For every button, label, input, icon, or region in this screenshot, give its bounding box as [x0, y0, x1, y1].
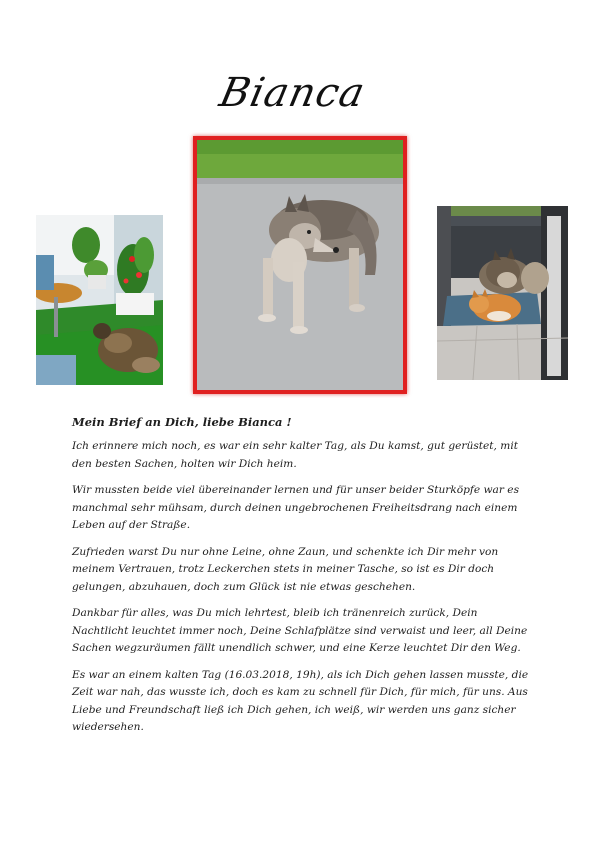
page-title: Bianca — [215, 70, 370, 116]
letter-block — [72, 414, 532, 746]
dog-on-pavement-photo — [193, 136, 407, 394]
letter-paragraph: Zufrieden warst Du nur ohne Leine, ohne Zaun, und schenkte ich Dir mehr von meinem Vertrauen, trotz Leckerchen stets in meiner Tasche, so ist es Dir doch gelungen, abzuhauen, doch zum Glück ist nie etwas geschehen. — [72, 545, 499, 593]
letter-paragraph: Wir mussten beide viel übereinander lernen und für unser beider Sturköpfe war es manchmal sehr mühsam, durch deinen ungebrochenen Freiheitsdrang nach einem Leben auf der Straße. — [72, 484, 520, 531]
letter-paragraph: Es war an einem kalten Tag (16.03.2018, 19h), als ich Dich gehen lassen musste, die Zeit war nah, das wusste ich, doch es kam zu schnell für Dich, für mich, für uns. Aus Liebe und Freundschaft ließ ich Dich gehen, ich weiß, wir werden uns ganz sicher wiedersehen. — [72, 668, 529, 733]
letter-paragraph: Dankbar für alles, was Du mich lehrtest, bleib ich tränenreich zurück, Dein Nachtlicht leuchtet immer noch, Deine Schlafplätze sind verwaist und leer, all Deine Sachen wegzuräumen fällt unendlich schwer, und eine Kerze leuchtet Dir den Weg. — [72, 607, 528, 654]
letter-heading: Mein Brief an Dich, liebe Bianca ! — [72, 415, 292, 429]
dog-and-cat-terrace-photo — [437, 206, 568, 380]
letter-paragraph: Ich erinnere mich noch, es war ein sehr kalter Tag, als Du kamst, gut gerüstet, mit den besten Sachen, holten wir Dich heim. — [72, 440, 518, 470]
balcony-plants-dog-photo — [36, 215, 163, 385]
